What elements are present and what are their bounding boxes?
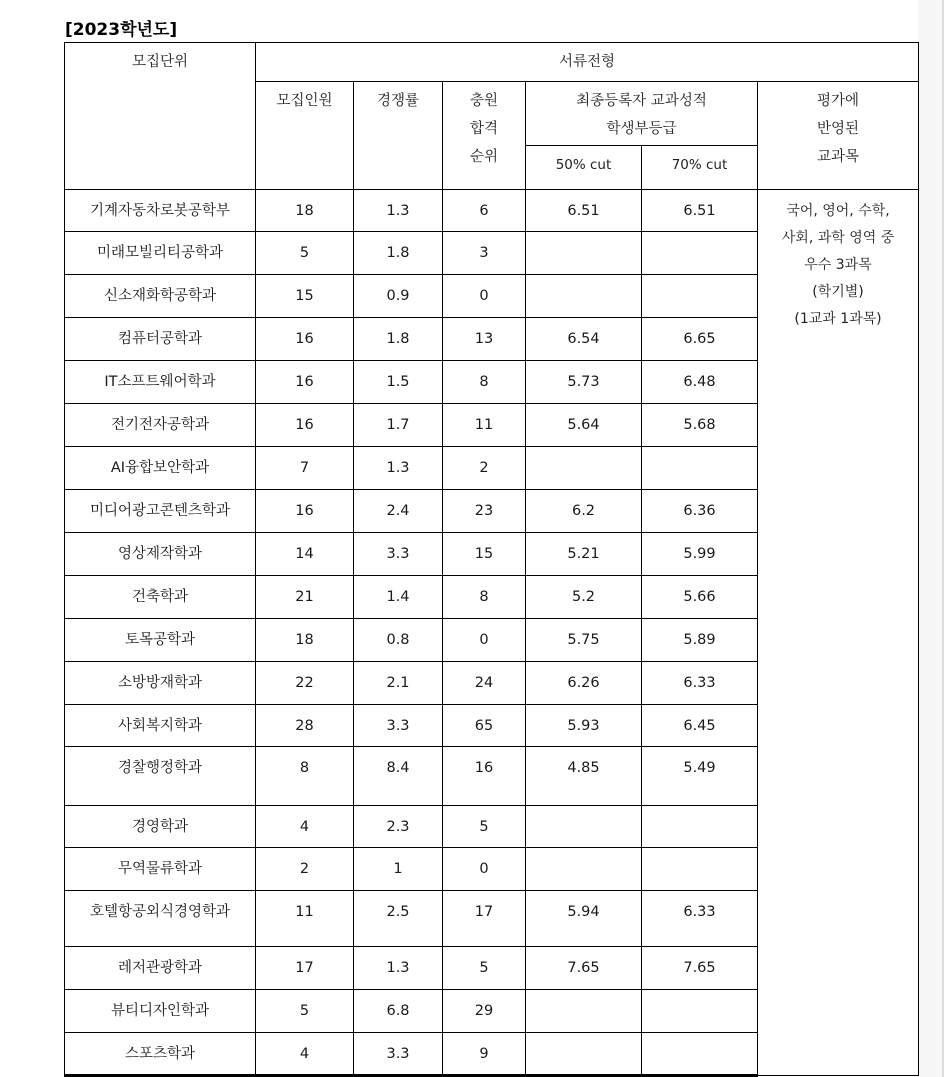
- cut70-cell: 5.89: [642, 619, 758, 662]
- cut50-cell: [526, 848, 642, 891]
- cut50-cell: 6.2: [526, 490, 642, 533]
- waitlist-cell: 0: [443, 848, 526, 891]
- table-row: [65, 190, 919, 232]
- page-margin: [918, 0, 944, 1077]
- ratio-cell: 1: [354, 848, 443, 891]
- ratio-cell: 1.3: [354, 190, 443, 232]
- cut50-cell: 5.93: [526, 705, 642, 747]
- unit-cell: 경영학과: [65, 806, 256, 848]
- ratio-cell: 1.8: [354, 318, 443, 361]
- header-waitlist-rank: [443, 82, 526, 190]
- unit-cell: 미디어광고콘텐츠학과: [65, 490, 256, 533]
- waitlist-cell: 6: [443, 190, 526, 232]
- quota-cell: 28: [256, 705, 354, 747]
- ratio-cell: 3.3: [354, 705, 443, 747]
- quota-cell: 4: [256, 806, 354, 848]
- unit-cell: 컴퓨터공학과: [65, 318, 256, 361]
- waitlist-cell: 8: [443, 576, 526, 619]
- waitlist-cell: 23: [443, 490, 526, 533]
- waitlist-cell: 16: [443, 747, 526, 806]
- header-waitlist-line1: 충원: [469, 93, 498, 109]
- ratio-cell: 8.4: [354, 747, 443, 806]
- header-unit: 모집단위: [65, 43, 256, 190]
- waitlist-cell: 17: [443, 891, 526, 947]
- header-grade-line1: 최종등록자 교과성적: [576, 93, 707, 109]
- cut70-cell: [642, 1033, 758, 1076]
- ratio-cell: 1.3: [354, 947, 443, 990]
- header-quota: 모집인원: [256, 82, 354, 190]
- cut70-cell: 6.48: [642, 361, 758, 404]
- waitlist-cell: 24: [443, 662, 526, 705]
- ratio-cell: 3.3: [354, 1033, 443, 1076]
- cut50-cell: 5.64: [526, 404, 642, 447]
- quota-cell: 22: [256, 662, 354, 705]
- cut50-cell: [526, 232, 642, 275]
- cut70-cell: [642, 990, 758, 1033]
- cut50-cell: [526, 447, 642, 490]
- cut70-cell: 6.65: [642, 318, 758, 361]
- cut50-cell: 4.85: [526, 747, 642, 806]
- unit-cell: 경찰행정학과: [65, 747, 256, 806]
- unit-cell: 무역물류학과: [65, 848, 256, 891]
- ratio-cell: 2.3: [354, 806, 443, 848]
- waitlist-cell: 9: [443, 1033, 526, 1076]
- unit-cell: 사회복지학과: [65, 705, 256, 747]
- unit-cell: 토목공학과: [65, 619, 256, 662]
- header-final-grade: [526, 82, 758, 146]
- cut70-cell: 6.33: [642, 891, 758, 947]
- subjects-line1: 국어, 영어, 수학,: [786, 203, 890, 219]
- waitlist-cell: 13: [443, 318, 526, 361]
- header-waitlist-line3: 순위: [469, 149, 498, 165]
- cut70-cell: [642, 848, 758, 891]
- unit-cell: 영상제작학과: [65, 533, 256, 576]
- waitlist-cell: 5: [443, 806, 526, 848]
- cut50-cell: [526, 275, 642, 318]
- waitlist-cell: 5: [443, 947, 526, 990]
- quota-cell: 16: [256, 318, 354, 361]
- ratio-cell: 2.1: [354, 662, 443, 705]
- unit-cell: 건축학과: [65, 576, 256, 619]
- quota-cell: 15: [256, 275, 354, 318]
- header-cut50: 50% cut: [526, 146, 642, 190]
- quota-cell: 18: [256, 190, 354, 232]
- ratio-cell: 1.5: [354, 361, 443, 404]
- cut70-cell: 6.33: [642, 662, 758, 705]
- unit-cell: 미래모빌리티공학과: [65, 232, 256, 275]
- cut70-cell: [642, 275, 758, 318]
- waitlist-cell: 8: [443, 361, 526, 404]
- waitlist-cell: 29: [443, 990, 526, 1033]
- subjects-line2: 사회, 과학 영역 중: [781, 230, 895, 246]
- subjects-line5: (1교과 1과목): [794, 311, 882, 327]
- cut50-cell: [526, 990, 642, 1033]
- unit-cell: 스포츠학과: [65, 1033, 256, 1076]
- cut50-cell: 6.54: [526, 318, 642, 361]
- quota-cell: 16: [256, 404, 354, 447]
- cut50-cell: 5.75: [526, 619, 642, 662]
- header-subjects-line1: 평가에: [817, 93, 860, 109]
- reflected-subjects-cell: [758, 190, 919, 1076]
- header-document-screening: 서류전형: [256, 43, 919, 82]
- header-grade-line2: 학생부등급: [606, 121, 677, 137]
- ratio-cell: 0.9: [354, 275, 443, 318]
- unit-cell: IT소프트웨어학과: [65, 361, 256, 404]
- subjects-line4: (학기별): [812, 284, 864, 300]
- ratio-cell: 1.7: [354, 404, 443, 447]
- unit-cell: 소방방재학과: [65, 662, 256, 705]
- quota-cell: 8: [256, 747, 354, 806]
- cut50-cell: 5.2: [526, 576, 642, 619]
- cut70-cell: 5.99: [642, 533, 758, 576]
- unit-cell: 신소재화학공학과: [65, 275, 256, 318]
- cut70-cell: 5.66: [642, 576, 758, 619]
- cut50-cell: 5.73: [526, 361, 642, 404]
- header-reflected-subjects: [758, 82, 919, 190]
- unit-cell: 호텔항공외식경영학과: [65, 891, 256, 947]
- waitlist-cell: 3: [443, 232, 526, 275]
- ratio-cell: 6.8: [354, 990, 443, 1033]
- waitlist-cell: 15: [443, 533, 526, 576]
- cut70-cell: [642, 232, 758, 275]
- admissions-table: [64, 42, 919, 1077]
- quota-cell: 5: [256, 990, 354, 1033]
- cut70-cell: 5.49: [642, 747, 758, 806]
- page-title: [2023학년도]: [65, 20, 178, 40]
- waitlist-cell: 0: [443, 275, 526, 318]
- unit-cell: 전기전자공학과: [65, 404, 256, 447]
- cut70-cell: 6.51: [642, 190, 758, 232]
- quota-cell: 18: [256, 619, 354, 662]
- waitlist-cell: 65: [443, 705, 526, 747]
- quota-cell: 4: [256, 1033, 354, 1076]
- cut70-cell: [642, 447, 758, 490]
- waitlist-cell: 0: [443, 619, 526, 662]
- unit-cell: 기계자동차로봇공학부: [65, 190, 256, 232]
- unit-cell: 레저관광학과: [65, 947, 256, 990]
- ratio-cell: 2.4: [354, 490, 443, 533]
- quota-cell: 14: [256, 533, 354, 576]
- quota-cell: 17: [256, 947, 354, 990]
- header-subjects-line2: 반영된: [817, 121, 860, 137]
- quota-cell: 16: [256, 361, 354, 404]
- cut50-cell: 5.21: [526, 533, 642, 576]
- header-waitlist-line2: 합격: [469, 121, 498, 137]
- quota-cell: 16: [256, 490, 354, 533]
- cut50-cell: [526, 1033, 642, 1076]
- quota-cell: 5: [256, 232, 354, 275]
- waitlist-cell: 11: [443, 404, 526, 447]
- cut70-cell: 7.65: [642, 947, 758, 990]
- waitlist-cell: 2: [443, 447, 526, 490]
- quota-cell: 21: [256, 576, 354, 619]
- cut50-cell: 7.65: [526, 947, 642, 990]
- quota-cell: 11: [256, 891, 354, 947]
- cut50-cell: 5.94: [526, 891, 642, 947]
- ratio-cell: 1.3: [354, 447, 443, 490]
- quota-cell: 2: [256, 848, 354, 891]
- cut50-cell: [526, 806, 642, 848]
- ratio-cell: 1.4: [354, 576, 443, 619]
- ratio-cell: 3.3: [354, 533, 443, 576]
- ratio-cell: 1.8: [354, 232, 443, 275]
- header-subjects-line3: 교과목: [817, 149, 860, 165]
- quota-cell: 7: [256, 447, 354, 490]
- unit-cell: AI융합보안학과: [65, 447, 256, 490]
- cut70-cell: [642, 806, 758, 848]
- ratio-cell: 0.8: [354, 619, 443, 662]
- ratio-cell: 2.5: [354, 891, 443, 947]
- subjects-line3: 우수 3과목: [804, 257, 872, 273]
- unit-cell: 뷰티디자인학과: [65, 990, 256, 1033]
- cut50-cell: 6.51: [526, 190, 642, 232]
- cut70-cell: 6.45: [642, 705, 758, 747]
- header-competition-ratio: 경쟁률: [354, 82, 443, 190]
- cut70-cell: 5.68: [642, 404, 758, 447]
- cut70-cell: 6.36: [642, 490, 758, 533]
- header-cut70: 70% cut: [642, 146, 758, 190]
- cut50-cell: 6.26: [526, 662, 642, 705]
